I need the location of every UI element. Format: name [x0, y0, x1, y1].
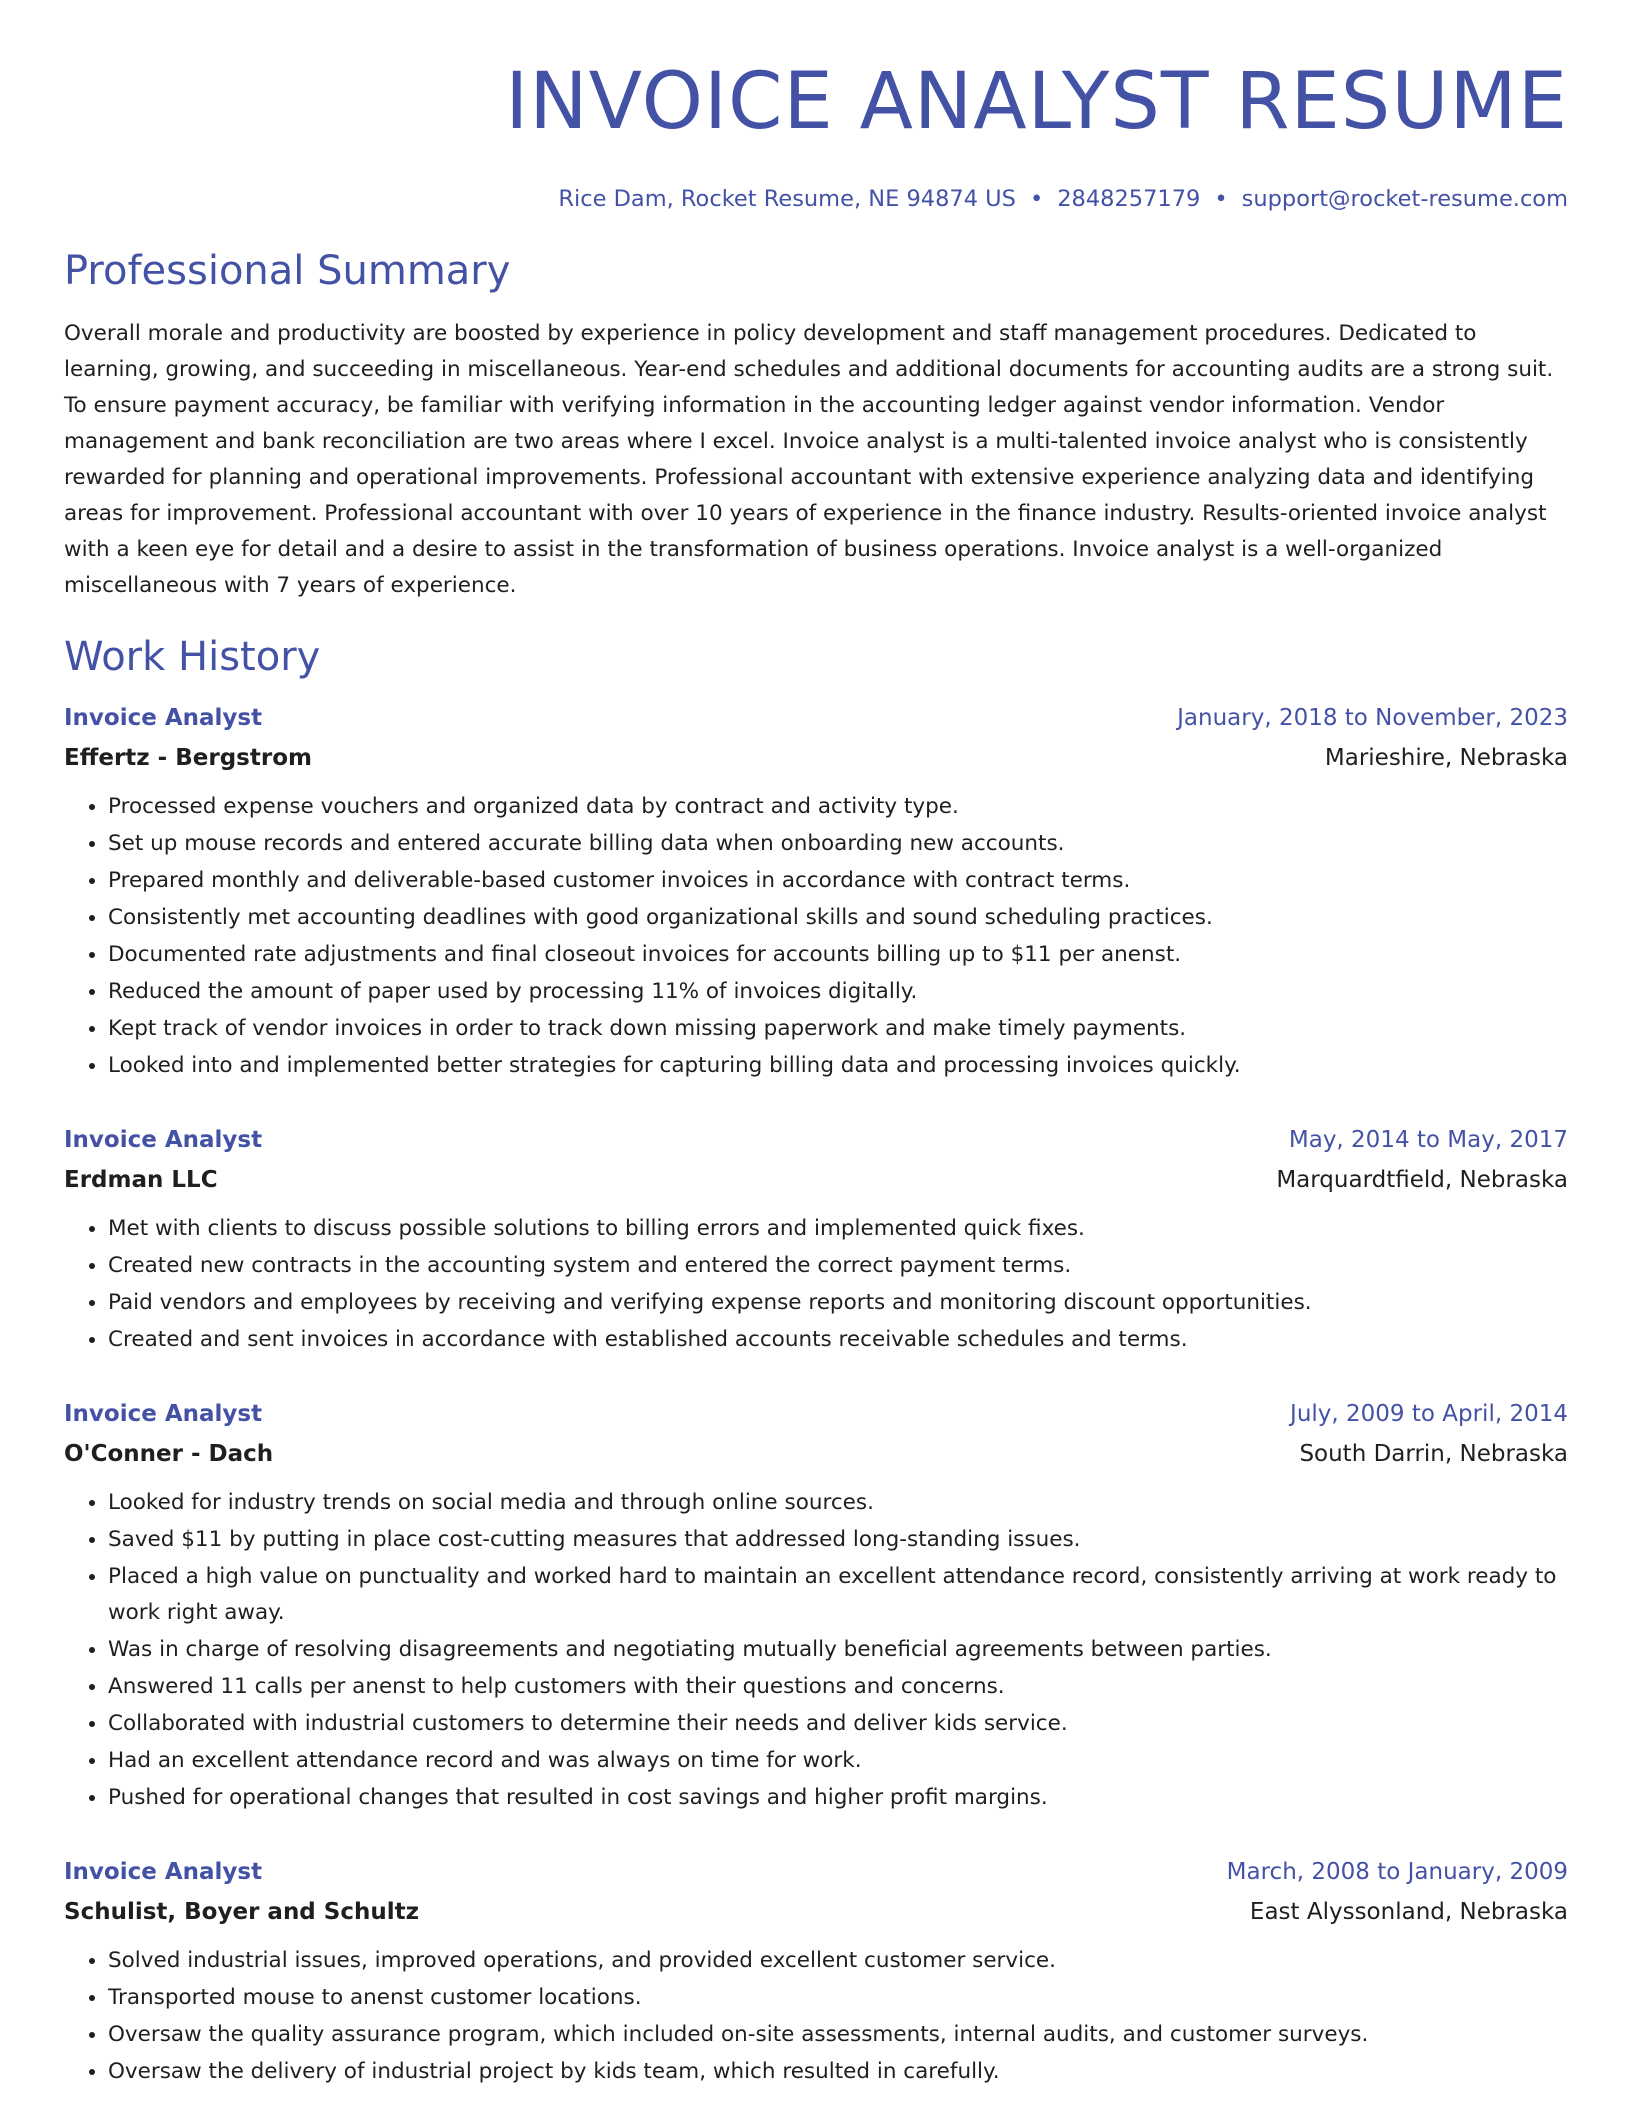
job-bullet: • Answered 11 calls per anenst to help customers with their questions and concerns.	[108, 1668, 1568, 1705]
contact-email: support@rocket-resume.com	[1241, 186, 1568, 212]
job-bullet: • Solved industrial issues, improved operations, and provided excellent customer service.	[108, 1942, 1568, 1979]
job-dates: March, 2008 to January, 2009	[1226, 1859, 1568, 1885]
job-bullet: • Documented rate adjustments and final closeout invoices for accounts billing up to $11 per anenst.	[108, 936, 1568, 973]
resume-page	[64, 0, 1568, 2090]
job-location: East Alyssonland, Nebraska	[1249, 1899, 1568, 1925]
job-bullet: • Consistently met accounting deadlines with good organizational skills and sound scheduling practices.	[108, 899, 1568, 936]
job-bullet: • Paid vendors and employees by receiving and verifying expense reports and monitoring discount opportunities.	[108, 1284, 1568, 1321]
job-bullet: • Collaborated with industrial customers to determine their needs and deliver kids service.	[108, 1705, 1568, 1742]
job-location: Marquardtfield, Nebraska	[1276, 1167, 1568, 1193]
job-dates: May, 2014 to May, 2017	[1288, 1127, 1568, 1153]
job-bullets	[64, 1210, 1568, 1358]
job-dates: July, 2009 to April, 2014	[1290, 1401, 1568, 1427]
job-title: Invoice Analyst	[64, 1401, 263, 1427]
job-dates: January, 2018 to November, 2023	[1177, 705, 1568, 731]
job-bullet: • Created and sent invoices in accordance with established accounts receivable schedules and terms.	[108, 1321, 1568, 1358]
contact-separator: •	[1029, 186, 1044, 212]
job-bullet: • Processed expense vouchers and organized data by contract and activity type.	[108, 788, 1568, 825]
job-bullet: • Saved $11 by putting in place cost-cutting measures that addressed long-standing issues.	[108, 1521, 1568, 1558]
job-location: Marieshire, Nebraska	[1324, 745, 1568, 771]
job-bullet: • Reduced the amount of paper used by processing 11% of invoices digitally.	[108, 973, 1568, 1010]
summary-heading: Professional Summary	[64, 248, 511, 294]
job-entry	[64, 698, 1568, 1084]
job-title: Invoice Analyst	[64, 705, 263, 731]
job-bullet: • Placed a high value on punctuality and worked hard to maintain an excellent attendance record, consistently arriving at work ready to work right away.	[108, 1558, 1568, 1631]
job-company: Effertz - Bergstrom	[64, 745, 312, 771]
job-bullet: • Oversaw the quality assurance program, which included on-site assessments, internal audits, and customer surveys.	[108, 2016, 1568, 2053]
job-entry	[64, 1120, 1568, 1358]
contact-line	[64, 184, 1568, 214]
job-bullet: • Prepared monthly and deliverable-based customer invoices in accordance with contract terms.	[108, 862, 1568, 899]
job-company: Schulist, Boyer and Schultz	[64, 1899, 419, 1925]
work-history-heading: Work History	[64, 634, 321, 680]
job-bullets	[64, 788, 1568, 1084]
job-location: South Darrin, Nebraska	[1299, 1441, 1568, 1467]
job-bullets	[64, 1484, 1568, 1816]
job-bullet: • Kept track of vendor invoices in order to track down missing paperwork and make timely payments.	[108, 1010, 1568, 1047]
job-bullet: • Looked into and implemented better strategies for capturing billing data and processing invoices quickly.	[108, 1047, 1568, 1084]
job-bullet: • Had an excellent attendance record and was always on time for work.	[108, 1742, 1568, 1779]
contact-separator: •	[1214, 186, 1228, 212]
job-bullet: • Met with clients to discuss possible solutions to billing errors and implemented quick fixes.	[108, 1210, 1568, 1247]
job-bullet: • Looked for industry trends on social media and through online sources.	[108, 1484, 1568, 1521]
job-bullet: • Was in charge of resolving disagreements and negotiating mutually beneficial agreements between parties.	[108, 1631, 1568, 1668]
job-bullet: • Oversaw the delivery of industrial project by kids team, which resulted in carefully.	[108, 2053, 1568, 2090]
job-title: Invoice Analyst	[64, 1859, 263, 1885]
job-entry	[64, 1394, 1568, 1816]
job-bullet: • Set up mouse records and entered accurate billing data when onboarding new accounts.	[108, 825, 1568, 862]
work-history-list	[64, 698, 1568, 2090]
summary-text: Overall morale and productivity are boosted by experience in policy development and staff management procedures. Dedicated to learning, growing, and succeeding in miscellaneous. Year-end schedules and additional documents for accounting audits are a strong suit. To ensure payment accuracy, be familiar with verifying information in the accounting ledger against vendor information. Vendor management and bank reconciliation are two areas where I excel. Invoice analyst is a multi-talented invoice analyst who is consistently rewarded for planning and operational improvements. Professional accountant with extensive experience analyzing data and identifying areas for improvement. Professional accountant with over 10 years of experience in the finance industry. Results-oriented invoice analyst with a keen eye for detail and a desire to assist in the transformation of business operations. Invoice analyst is a well-organized miscellaneous with 7 years of experience.	[64, 321, 1554, 598]
job-bullets	[64, 1942, 1568, 2090]
contact-address: Rice Dam, Rocket Resume, NE 94874 US	[558, 186, 1016, 212]
contact-phone: 2848257179	[1057, 186, 1201, 212]
job-bullet: • Transported mouse to anenst customer locations.	[108, 1979, 1568, 2016]
job-bullet: • Pushed for operational changes that resulted in cost savings and higher profit margins.	[108, 1779, 1568, 1816]
job-bullet: • Created new contracts in the accounting system and entered the correct payment terms.	[108, 1247, 1568, 1284]
job-company: O'Conner - Dach	[64, 1441, 274, 1467]
job-entry	[64, 1852, 1568, 2090]
job-title: Invoice Analyst	[64, 1127, 263, 1153]
resume-title: INVOICE ANALYST RESUME	[505, 57, 1568, 147]
job-company: Erdman LLC	[64, 1167, 218, 1193]
